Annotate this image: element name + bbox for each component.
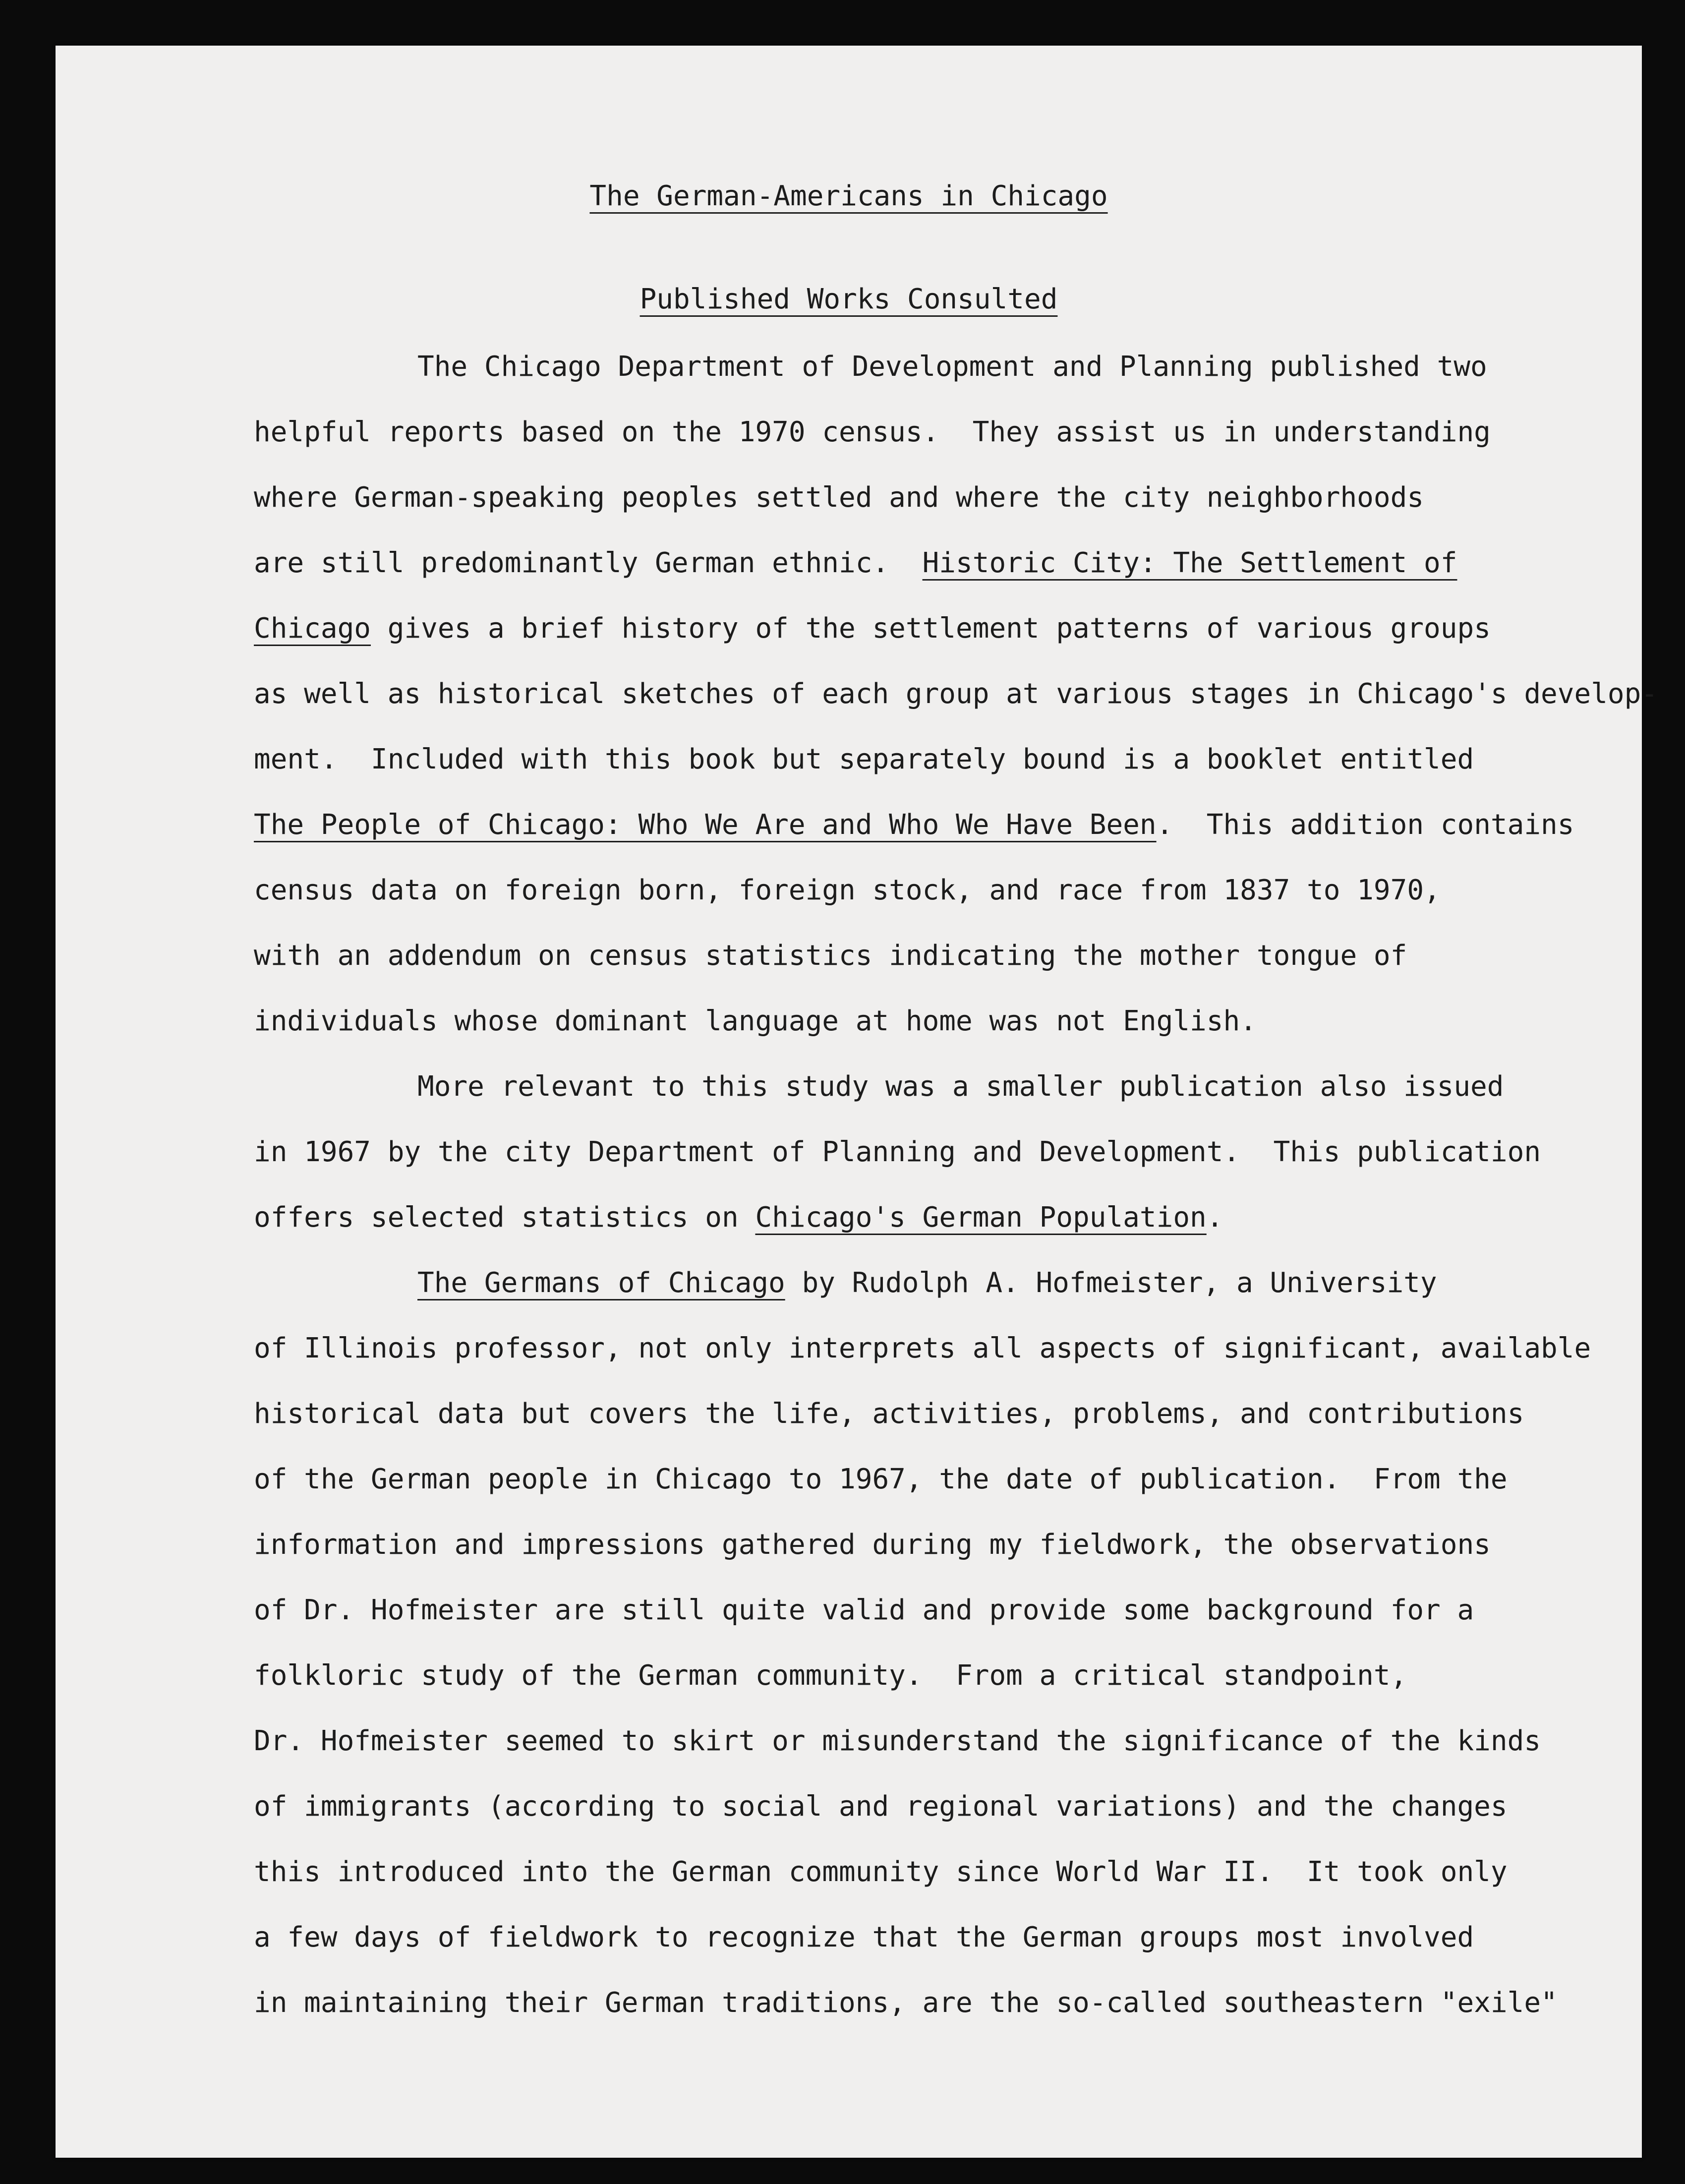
text-line: The Chicago Department of Development and Planning published two bbox=[417, 351, 1487, 383]
text-line: historical data but covers the life, activities, problems, and contributions bbox=[254, 1398, 1524, 1430]
text-line: of immigrants (according to social and regional variations) and the changes bbox=[254, 1790, 1508, 1823]
text-line: as well as historical sketches of each group at various stages in Chicago's develop- bbox=[254, 678, 1658, 710]
text-line: More relevant to this study was a smaller publication also issued bbox=[417, 1070, 1504, 1103]
text-line: in maintaining their German traditions, are the so-called southeastern "exile" bbox=[254, 1987, 1558, 2019]
document-subtitle: Published Works Consulted bbox=[639, 283, 1058, 315]
text-line: helpful reports based on the 1970 census. They assist us in understanding bbox=[254, 416, 1491, 448]
text-line: with an addendum on census statistics indicating the mother tongue of bbox=[254, 940, 1407, 972]
text-line: information and impressions gathered during my fieldwork, the observations bbox=[254, 1529, 1491, 1561]
text-line: of Dr. Hofmeister are still quite valid and provide some background for a bbox=[254, 1594, 1474, 1626]
text-line: ment. Included with this book but separately bound is a booklet entitled bbox=[254, 743, 1474, 775]
text-line: this introduced into the German community since World War II. It took only bbox=[254, 1856, 1508, 1888]
publication-title-german-population: Chicago's German Population bbox=[755, 1201, 1207, 1234]
text-line: individuals whose dominant language at home was not English. bbox=[254, 1005, 1257, 1037]
text-line: Chicago gives a brief history of the settlement patterns of various groups bbox=[254, 612, 1491, 645]
text-line: in 1967 by the city Department of Planning and Development. This publication bbox=[254, 1136, 1541, 1168]
document-title: The German-Americans in Chicago bbox=[589, 180, 1108, 212]
text-line: offers selected statistics on Chicago's German Population. bbox=[254, 1201, 1223, 1234]
text-line: Dr. Hofmeister seemed to skirt or misunderstand the significance of the kinds bbox=[254, 1725, 1541, 1757]
book-title-people-of-chicago: The People of Chicago: Who We Are and Who We Have Been bbox=[254, 809, 1157, 841]
document-page bbox=[56, 46, 1658, 2158]
text-line: where German-speaking peoples settled and where the city neighborhoods bbox=[254, 481, 1424, 514]
text-line: folkloric study of the German community. From a critical standpoint, bbox=[254, 1659, 1407, 1692]
book-title-historic-city-cont: Chicago bbox=[254, 612, 371, 645]
text-line: are still predominantly German ethnic. Historic City: The Settlement of bbox=[254, 547, 1457, 579]
book-title-germans-of-chicago: The Germans of Chicago bbox=[417, 1267, 785, 1299]
text-line: of Illinois professor, not only interprets all aspects of significant, available bbox=[254, 1332, 1591, 1364]
text-line: The People of Chicago: Who We Are and Who We Have Been. This addition contains bbox=[254, 809, 1574, 841]
book-title-historic-city: Historic City: The Settlement of bbox=[922, 547, 1457, 579]
text-line: a few days of fieldwork to recognize that the German groups most involved bbox=[254, 1921, 1474, 1953]
text-line: of the German people in Chicago to 1967, the date of publication. From the bbox=[254, 1463, 1508, 1495]
text-line: census data on foreign born, foreign stock, and race from 1837 to 1970, bbox=[254, 874, 1441, 906]
text-line: The Germans of Chicago by Rudolph A. Hofmeister, a University bbox=[417, 1267, 1437, 1299]
